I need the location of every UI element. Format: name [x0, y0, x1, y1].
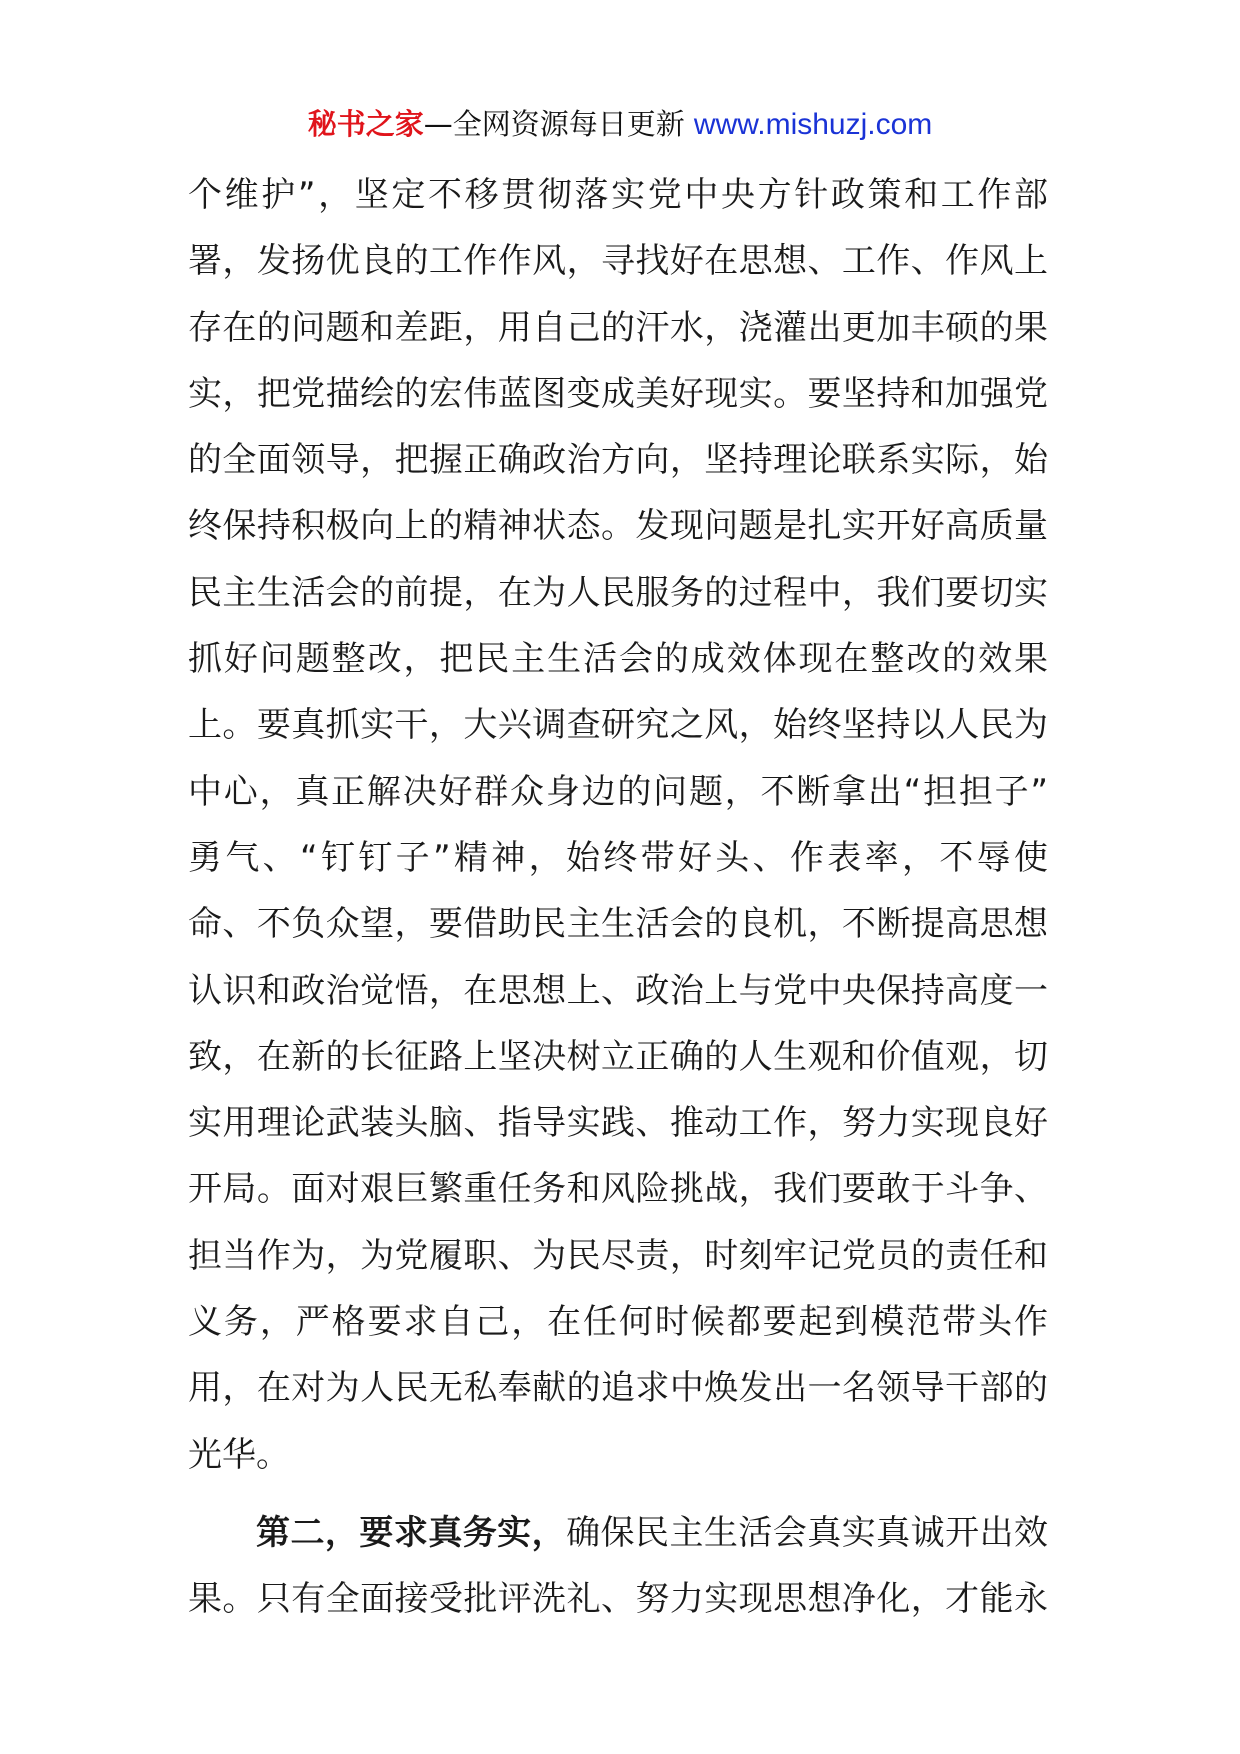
text-line: 果。只有全面接受批评洗礼、努力实现思想净化，才能永 — [188, 1579, 1048, 1620]
text-line: 光华。 — [188, 1434, 290, 1475]
text-span: 确保民主生活会真实真诚开出效 — [566, 1512, 1049, 1553]
text-line: 中心，真正解决好群众身边的问题，不断拿出“担担子” — [188, 771, 1048, 812]
text-line: 上。要真抓实干，大兴调查研究之风，始终坚持以人民为 — [188, 705, 1048, 746]
text-line: 担当作为，为党履职、为民尽责，时刻牢记党员的责任和 — [188, 1235, 1048, 1276]
text-line: 署，发扬优良的工作作风，寻找好在思想、工作、作风上 — [188, 241, 1048, 282]
page-header — [0, 104, 1240, 145]
section-heading: 第二，要求真务实， — [256, 1512, 567, 1553]
text-line — [188, 1500, 1048, 1566]
text-line: 义务，严格要求自己，在任何时候都要起到模范带头作 — [188, 1302, 1048, 1343]
text-line: 个维护”，坚定不移贯彻落实党中央方针政策和工作部 — [188, 175, 1048, 215]
text-line: 实，把党描绘的宏伟蓝图变成美好现实。要坚持和加强党 — [188, 373, 1048, 414]
text-line: 用，在对为人民无私奉献的追求中焕发出一名领导干部的 — [188, 1368, 1048, 1409]
text-line: 开局。面对艰巨繁重任务和风险挑战，我们要敢于斗争、 — [188, 1169, 1048, 1210]
paragraph-1 — [188, 162, 1048, 1488]
text-line: 抓好问题整改，把民主生活会的成效体现在整改的效果 — [188, 639, 1048, 680]
text-line: 的全面领导，把握正确政治方向，坚持理论联系实际，始 — [188, 440, 1048, 481]
text-line: 致，在新的长征路上坚决树立正确的人生观和价值观，切 — [188, 1036, 1048, 1077]
text-line: 存在的问题和差距，用自己的汗水，浇灌出更加丰硕的果 — [188, 307, 1048, 348]
text-line: 认识和政治觉悟，在思想上、政治上与党中央保持高度一 — [188, 970, 1048, 1011]
text-line: 勇气、“钉钉子”精神，始终带好头、作表率，不辱使 — [188, 837, 1048, 878]
text-line: 民主生活会的前提，在为人民服务的过程中，我们要切实 — [188, 572, 1048, 613]
brand-name: 秘书之家 — [307, 107, 424, 141]
text-line: 实用理论武装头脑、指导实践、推动工作，努力实现良好 — [188, 1103, 1048, 1144]
document-body — [188, 162, 1048, 1633]
paragraph-2 — [188, 1500, 1048, 1633]
text-line: 命、不负众望，要借助民主生活会的良机，不断提高思想 — [188, 904, 1048, 945]
text-line: 终保持积极向上的精神状态。发现问题是扎实开好高质量 — [188, 506, 1048, 547]
website-link[interactable]: www.mishuzj.com — [693, 108, 933, 141]
header-tagline: —全网资源每日更新 — [423, 107, 694, 141]
